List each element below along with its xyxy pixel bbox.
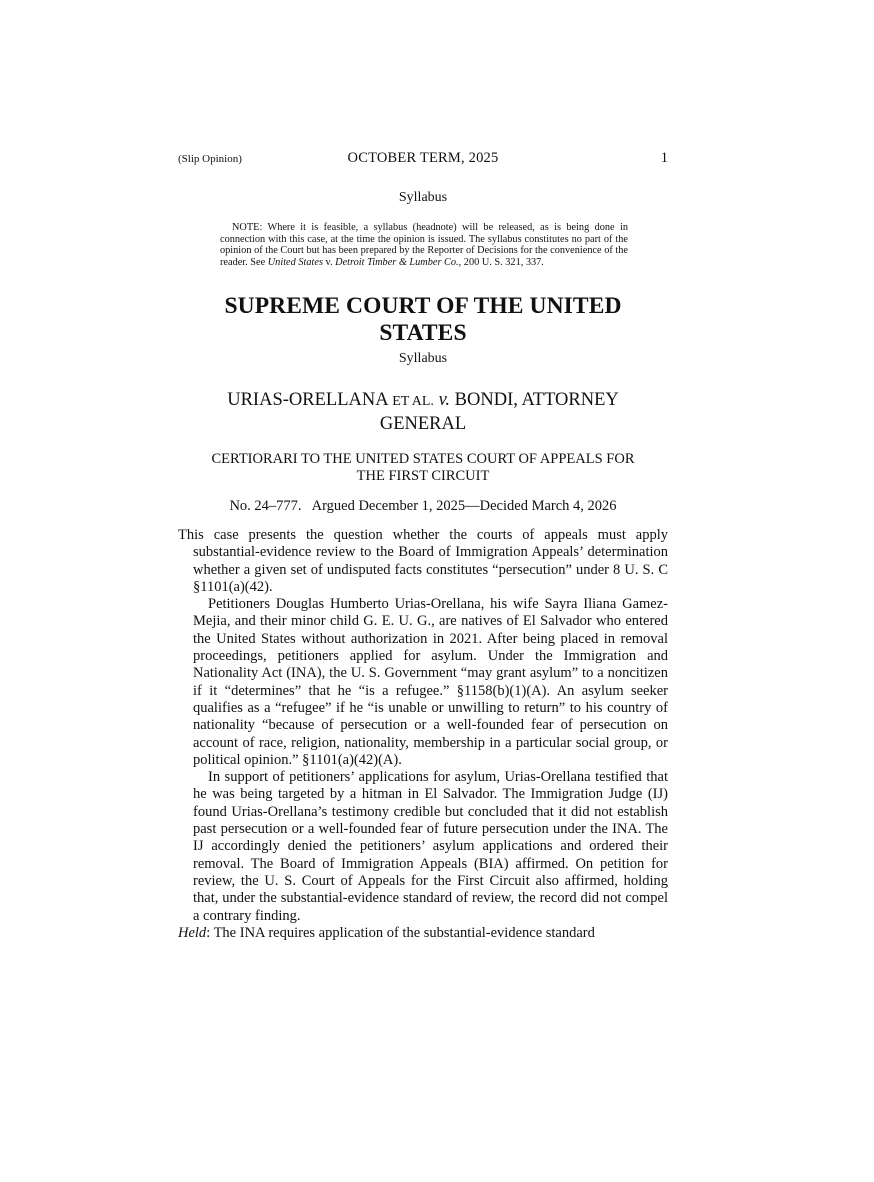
case-caption bbox=[178, 389, 668, 435]
respondent-line-1: BONDI, ATTORNEY bbox=[454, 390, 619, 410]
certiorari-line bbox=[178, 451, 668, 485]
citation-party-2: Detroit Timber & Lumber Co., bbox=[335, 256, 462, 268]
petitioner-name: URIAS-ORELLANA bbox=[227, 390, 388, 410]
paragraph-facts: Petitioners Douglas Humberto Urias-Orellana, his wife Sayra Iliana Gamez-Mejia, and their minor child G. E. U. G., are natives of El Salvador who entered the United States without authorization in 2021. After being placed in removal proceedings, petitioners applied for asylum. Under the Immigration and Nationality Act (INA), the U. S. Government “may grant asylum” to a noncitizen if it “determines” that he “is a refugee.” §1158(b)(1)(A). An asylum seeker qualifies as a “refugee” if he “is unable or unwilling to return” to his country of nationality “because of persecution or a well-founded fear of persecution on account of race, religion, nationality, membership in a particular social group, or political opinion.” §1101(a)(42)(A). bbox=[193, 596, 668, 768]
held-label: Held bbox=[178, 924, 207, 941]
docket-line: No. 24–777. Argued December 1, 2025—Decided March 4, 2026 bbox=[229, 498, 617, 514]
running-header bbox=[178, 150, 668, 170]
held-text: : The INA requires application of the substantial-evidence standard bbox=[206, 924, 595, 941]
term-label: OCTOBER TERM, 2025 bbox=[347, 150, 499, 166]
paragraph-held bbox=[178, 925, 668, 942]
page-number: 1 bbox=[660, 150, 668, 166]
notice-text: NOTE: Where it is feasible, a syllabus (headnote) will be released, as is being done in connection with this case, at the time the opinion is issued. The syllabus constitutes no part of the opinion of the Court but has been prepared by the Reporter of Decisions for the convenience of the reader. See bbox=[220, 222, 628, 268]
syllabus-body bbox=[178, 527, 668, 942]
syllabus-heading-top: Syllabus bbox=[398, 190, 448, 205]
certiorari-line-1: CERTIORARI TO THE UNITED STATES COURT OF APPEALS FOR bbox=[211, 451, 635, 467]
certiorari-line-2: THE FIRST CIRCUIT bbox=[356, 468, 490, 484]
court-title: SUPREME COURT OF THE UNITED STATES bbox=[224, 293, 622, 346]
respondent-line-2: GENERAL bbox=[379, 414, 467, 434]
citation-reporter: 200 U. S. 321, 337. bbox=[461, 256, 544, 268]
citation-v: v. bbox=[322, 256, 336, 268]
slip-opinion-label: (Slip Opinion) bbox=[178, 153, 242, 165]
et-al: ET AL. bbox=[392, 394, 434, 409]
versus: v. bbox=[438, 390, 451, 410]
paragraph-procedural-history: In support of petitioners’ applications for asylum, Urias-Orellana testified that he was being targeted by a hitman in El Salvador. The Immigration Judge (IJ) found Urias-Orellana’s testimony credible but concluded that it did not establish past persecution or a well-founded fear of future persecution under the INA. The IJ accordingly denied the petitioners’ asylum applications and ordered their removal. The Board of Immigration Appeals (BIA) affirmed. On petition for review, the U. S. Court of Appeals for the First Circuit also affirmed, holding that, under the substantial-evidence standard of review, the record did not compel a contrary finding. bbox=[193, 769, 668, 924]
syllabus-heading: Syllabus bbox=[398, 351, 448, 366]
headnote-notice bbox=[220, 222, 628, 268]
paragraph-question: This case presents the question whether the courts of appeals must apply substantial-evidence review to the Board of Immigration Appeals’ determination whether a given set of undisputed facts constitutes “persecution” under 8 U. S. C §1101(a)(42). bbox=[178, 527, 668, 595]
citation-party-1: United States bbox=[267, 256, 323, 268]
